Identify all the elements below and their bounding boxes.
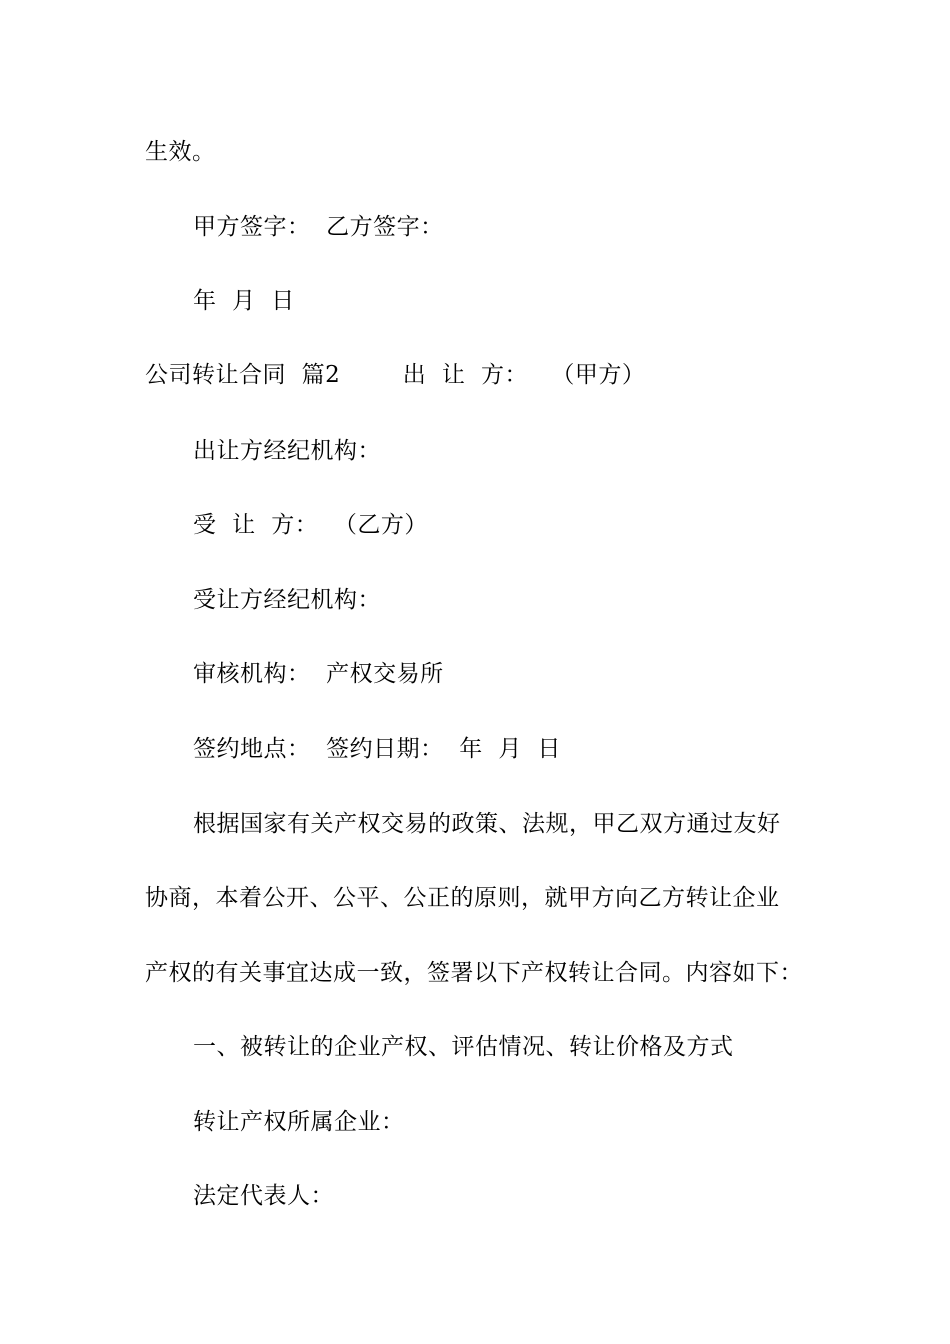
- text-line-signatures: 甲方签字： 乙方签字：: [193, 214, 444, 240]
- clause-heading-1: 一、被转让的企业产权、评估情况、转让价格及方式: [193, 1034, 734, 1060]
- text-line-legal-representative: 法定代表人：: [193, 1183, 334, 1209]
- section-heading-contract-2: 公司转让合同 篇2 出 让 方： （甲方）: [145, 362, 646, 388]
- paragraph-line-3: 产权的有关事宜达成一致，签署以下产权转让合同。内容如下：: [145, 960, 803, 986]
- text-line-date: 年 月 日: [193, 288, 295, 314]
- text-line-transferee-agency: 受让方经纪机构：: [193, 587, 381, 613]
- text-line-effective: 生效。: [145, 139, 216, 165]
- paragraph-line-2: 协商，本着公开、公平、公正的原则，就甲方向乙方转让企业: [145, 885, 780, 911]
- text-line-enterprise: 转让产权所属企业：: [193, 1109, 405, 1135]
- text-line-signing-place-date: 签约地点： 签约日期： 年 月 日: [193, 736, 561, 762]
- text-line-transferor-agency: 出让方经纪机构：: [193, 438, 381, 464]
- paragraph-line-1: 根据国家有关产权交易的政策、法规，甲乙双方通过友好: [193, 811, 781, 837]
- text-line-review-agency: 审核机构： 产权交易所: [193, 661, 444, 687]
- text-line-transferee: 受 让 方： （乙方）: [193, 512, 428, 538]
